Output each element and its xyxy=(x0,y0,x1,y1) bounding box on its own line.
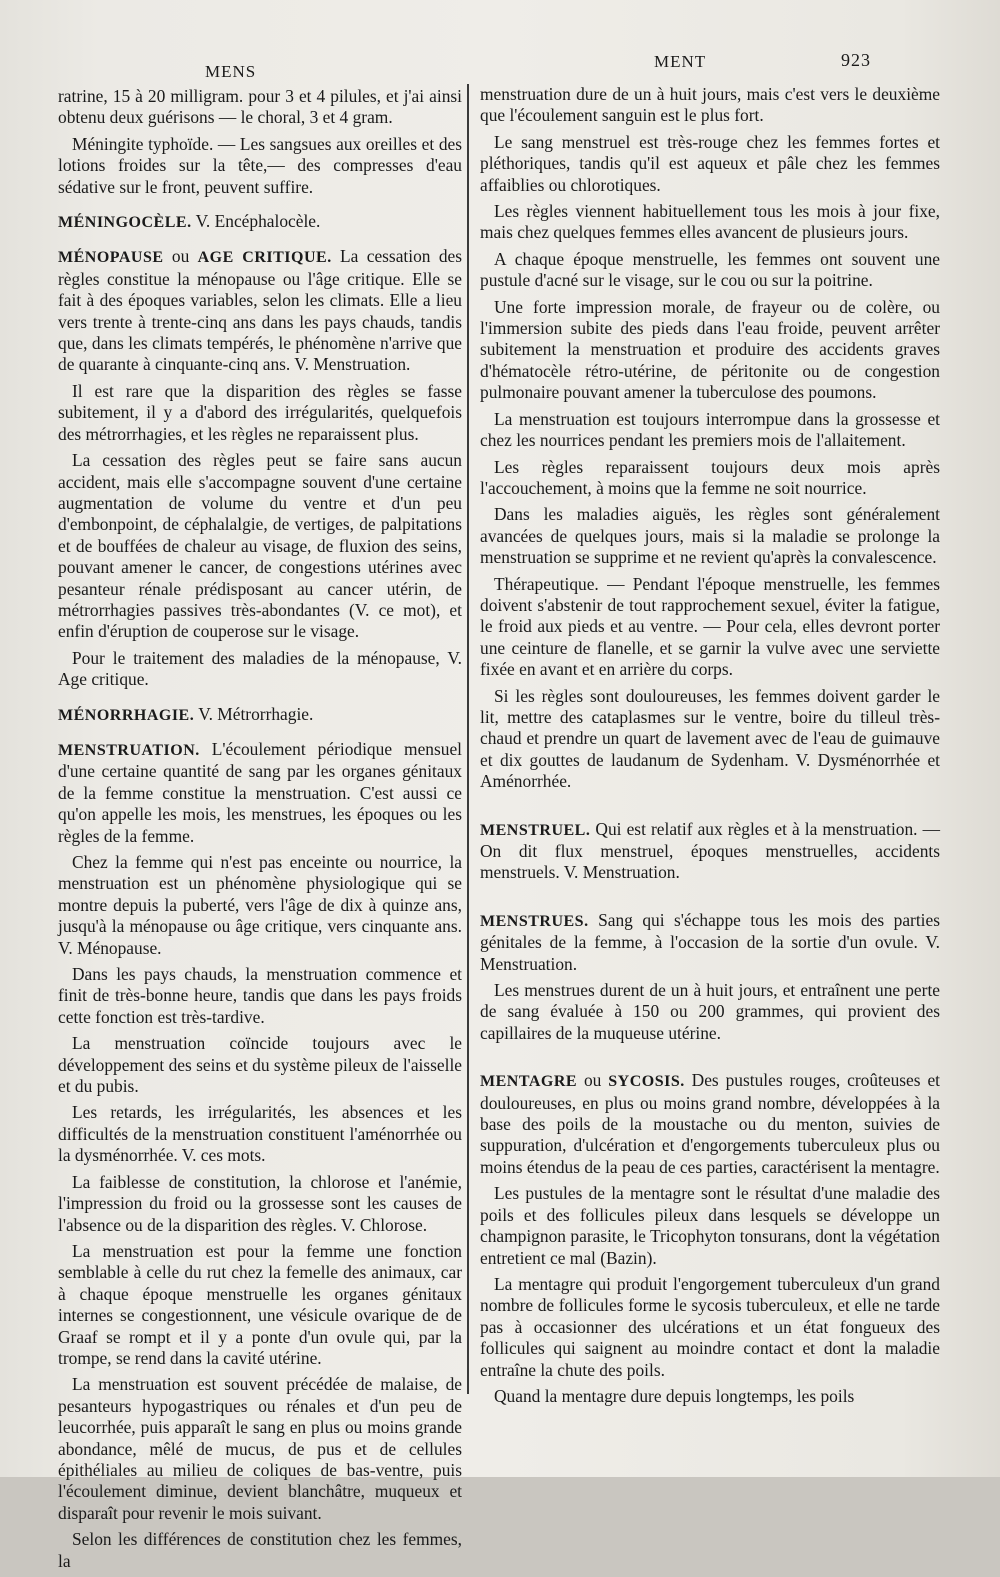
paragraph: A chaque époque menstruelle, les femmes ont souvent une pustule d'acné sur le visage, sur le cou ou sur la poitrine. xyxy=(480,248,940,291)
paragraph: Les menstrues durent de un à huit jours, et entraînent une perte de sang évaluée à 150 ou 200 grammes, qui provient des capillaires de la muqueuse utérine. xyxy=(480,980,940,1043)
headword-joiner: ou xyxy=(577,1070,609,1091)
paragraph: La menstruation est souvent précédée de malaise, de pesanteurs hypogastriques ou rénales et d'un peu de leucorrhée, puis apparaît le sang en plus ou moins grande abondance, mêlé de mucus, de pus et de cellules épithéliales au milieu de coliques de bas-ventre, puis l'écoulement diminue, devient blanchâtre, muqueux et disparaît pour revenir le mois suivant. xyxy=(58,1374,462,1523)
paragraph: Thérapeutique. — Pendant l'époque menstruelle, les femmes doivent s'abstenir de tout rapprochement sexuel, éviter la fatigue, le froid aux pieds et au ventre. — Pour cela, elles devront porter une ceinture de flanelle, et se garnir la vulve avec une serviette fixée en avant et en arrière du corps. xyxy=(480,573,940,680)
paragraph: Selon les différences de constitution chez les femmes, la xyxy=(58,1529,462,1571)
paragraph: Les pustules de la mentagre sont le résultat d'une maladie des poils et des follicules pileux dans lesquels se développe un champignon parasite, le Tricophyton tonsurans, dont la végétation entretient ce mal (Bazin). xyxy=(480,1183,940,1268)
headword: MENSTRUEL. xyxy=(480,821,591,839)
headword: MENTAGRE xyxy=(480,1073,578,1091)
paragraph: Chez la femme qui n'est pas enceinte ou nourrice, la menstruation est un phénomène physiologique qui se montre depuis la puberté, vers l'âge de dix à quinze ans, jusqu'à la ménopause ou âge critique, vers cinquante ans. V. Ménopause. xyxy=(58,852,462,958)
paragraph: La menstruation est pour la femme une fonction semblable à celle du rut chez la femelle des animaux, car à chaque époque menstruelle les organes génitaux internes se congestionnent, une vésicule ovarique de de Graaf se rompt et il y a ponte d'un ovule qui, par la trompe, se rend dans la cavité utérine. xyxy=(58,1240,462,1368)
paragraph: Pour le traitement des maladies de la ménopause, V. Age critique. xyxy=(58,647,462,690)
paragraph: Si les règles sont douloureuses, les femmes doivent garder le lit, mettre des cataplasmes sur le ventre, boire du tilleul très-chaud et prendre un quart de lavement avec de l'eau de guimauve et dix gouttes de laudanum de Sydenham. V. Dysménorrhée et Aménorrhée. xyxy=(480,685,940,792)
column-rule xyxy=(467,84,469,1394)
paragraph: Une forte impression morale, de frayeur ou de colère, ou l'immersion subite des pieds dans l'eau froide, peuvent arrêter subitement la menstruation et produire des accidents graves d'hématocèle rétro-utérine, de péritonite ou de congestion pulmonaire pouvant amener la tuberculose des poumons. xyxy=(480,296,940,403)
paragraph: La faiblesse de constitution, la chlorose et l'anémie, l'impression du froid ou la grossesse sont les causes de l'absence ou de la disparition des règles. V. Chlorose. xyxy=(58,1171,462,1235)
headword-joiner: ou xyxy=(163,246,198,267)
paragraph: Dans les pays chauds, la menstruation commence et finit de très-bonne heure, tandis que dans les pays froids cette fonction est très-tardive. xyxy=(58,964,462,1027)
running-head xyxy=(0,50,1000,80)
entry-text: Qui est relatif aux règles et à la menstruation. — On dit flux menstruel, époques menstruelles, accidents menstruels. V. Menstruation. xyxy=(480,818,940,883)
headword: MÉNINGOCÈLE. xyxy=(58,214,192,232)
paragraph: La cessation des règles peut se faire sans aucun accident, mais elle s'accompagne souvent d'une certaine augmentation de volume du ventre et d'un peu d'embonpoint, de céphalalgie, de vertiges, de palpitations et de bouffées de chaleur au visage, de fluxion des seins, pouvant amener le cancer, de congestions utérines avec pesanteur rénale prédisposant au cancer utérin, de métrorrhagies passives très-abondantes (V. ce mot), et enfin d'éruption de couperose sur le visage. xyxy=(58,450,462,642)
dictionary-entry xyxy=(58,704,462,726)
dictionary-entry xyxy=(480,1070,940,1178)
paragraph: La menstruation est toujours interrompue dans la grossesse et chez les nourrices pendant les premiers mois de l'allaitement. xyxy=(480,408,940,451)
paragraph: menstruation dure de un à huit jours, mais c'est vers le deuxième que l'écoulement sanguin est le plus fort. xyxy=(480,84,940,126)
paragraph: Dans les maladies aiguës, les règles sont généralement avancées de quelques jours, mais si la maladie se prolonge la menstruation se supprime et ne revient qu'après la convalescence. xyxy=(480,504,940,568)
headword: MÉNOPAUSE xyxy=(58,249,164,267)
paragraph: Méningite typhoïde. — Les sangsues aux oreilles et des lotions froides sur la tête,— des compresses d'eau sédative sur le front, peuvent suffire. xyxy=(58,133,462,197)
paragraph: Il est rare que la disparition des règles se fasse subitement, il y a d'abord des irrégularités, quelquefois des métrorrhagies, et les règles ne reparaissent plus. xyxy=(58,380,462,444)
paragraph: Le sang menstruel est très-rouge chez les femmes fortes et pléthoriques, tandis qu'il est aqueux et pâle chez les femmes affaiblies ou chlorotiques. xyxy=(480,131,940,195)
paragraph: La menstruation coïncide toujours avec le développement des seins et du système pileux de l'aisselle et du pubis. xyxy=(58,1033,462,1097)
right-column xyxy=(480,84,940,1412)
entry-text: Sang qui s'échappe tous les mois des parties génitales de la femme, à l'occasion de la sortie d'un ovule. V. Menstruation. xyxy=(480,909,940,974)
entry-text: Des pustules rouges, croûteuses et douloureuses, en plus ou moins grand nombre, développées à la base des poils de la moustache ou du menton, suivies de suppuration, d'ulcération et d'engorgements tuberculeux plus ou moins étendus de la peau de ces parties, caractérisent la mentagre. xyxy=(480,1070,941,1177)
dictionary-entry xyxy=(58,211,462,233)
entry-text: V. Encéphalocèle. xyxy=(191,211,321,232)
running-head-left: MENS xyxy=(205,62,257,81)
paragraph: Quand la mentagre dure depuis longtemps, les poils xyxy=(494,1385,855,1406)
headword: MENSTRUES. xyxy=(480,912,589,930)
dictionary-entry xyxy=(58,739,462,847)
headword: SYCOSIS. xyxy=(608,1073,685,1091)
left-column xyxy=(58,86,462,1577)
paragraph: Les règles viennent habituellement tous les mois à jour fixe, mais chez quelques femmes elles avancent de plusieurs jours. xyxy=(480,201,940,243)
headword: AGE CRITIQUE. xyxy=(197,249,332,267)
dictionary-entry xyxy=(58,246,462,375)
headword: MÉNORRHAGIE. xyxy=(58,706,195,724)
paragraph: ratrine, 15 à 20 milligram. pour 3 et 4 pilules, et j'ai ainsi obtenu deux guérisons — le choral, 3 et 4 gram. xyxy=(58,86,462,128)
entry-text: L'écoulement périodique mensuel d'une certaine quantité de sang par les organes génitaux de la femme constitue la menstruation. C'est aussi ce qu'on appelle les mois, les menstrues, les époques ou les règles de la femme. xyxy=(58,738,462,846)
paragraph: Les retards, les irrégularités, les absences et les difficultés de la menstruation constituent l'aménorrhée ou la dysménorrhée. V. ces mots. xyxy=(58,1102,462,1166)
entry-text: La cessation des règles constitue la ménopause ou l'âge critique. Elle se fait à des époques variables, selon les climats. Elle a lieu vers trente à trente-cinq ans dans les pays chauds, tandis que, dans les climats tempérés, le phénomène n'arrive que de quarante à cinquante-cinq ans. V. Menstruation. xyxy=(58,246,462,375)
entry-text: V. Métrorrhagie. xyxy=(194,703,314,724)
page-number: 923 xyxy=(841,50,871,70)
dictionary-entry xyxy=(480,819,940,884)
headword: MENSTRUATION. xyxy=(58,741,200,759)
paragraph: Les règles reparaissent toujours deux mois après l'accouchement, à moins que la femme ne soit nourrice. xyxy=(480,456,940,498)
dictionary-entry xyxy=(480,910,940,975)
paragraph: La mentagre qui produit l'engorgement tuberculeux d'un grand nombre de follicules forme le sycosis tuberculeux, et elle ne tarde pas à occasionner des ulcérations et un état fongueux des follicules qui saignent au moindre contact et dont la maladie entraîne la chute des poils. xyxy=(480,1273,940,1380)
running-head-center: MENT xyxy=(654,52,707,71)
